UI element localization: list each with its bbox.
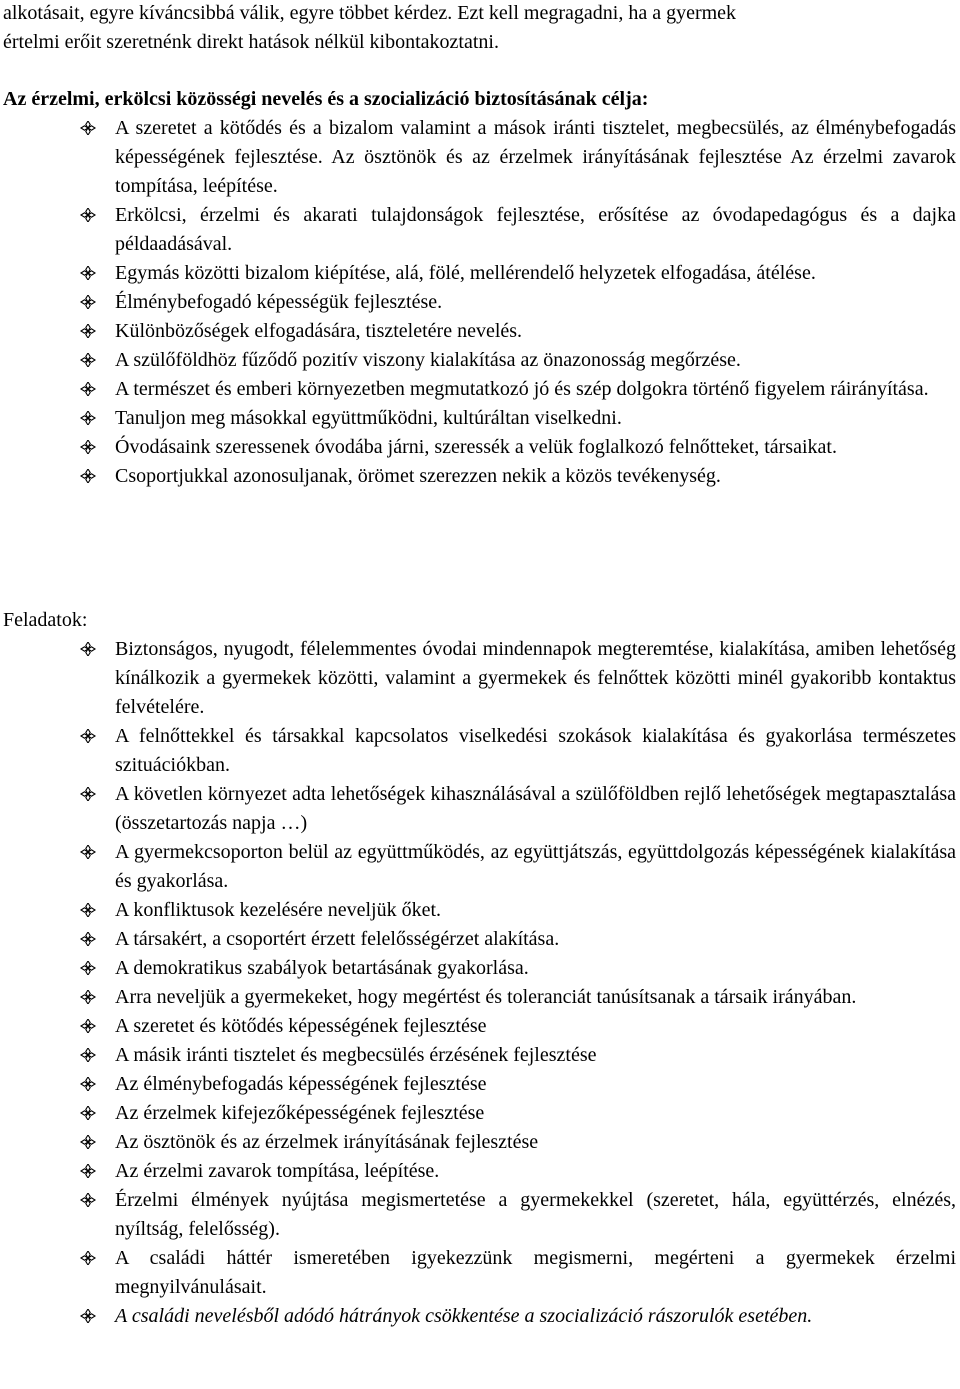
four-diamond-bullet-icon — [78, 1135, 98, 1149]
goal-item-text: Erkölcsi, érzelmi és akarati tulajdonságok fejlesztése, erősítése az óvodapedagógus és a dajka példaadásával. — [115, 204, 956, 255]
list-item — [0, 114, 960, 201]
list-item — [0, 433, 960, 462]
four-diamond-bullet-icon — [78, 1251, 98, 1265]
list-item — [0, 404, 960, 433]
four-diamond-bullet-icon — [78, 1019, 98, 1033]
task-item-text: A követlen környezet adta lehetőségek kihasználásával a szülőföldben rejlő lehetőségek megtapasztalása (összetartozás napja …) — [115, 783, 956, 834]
four-diamond-bullet-icon — [78, 1048, 98, 1062]
list-item — [0, 838, 960, 896]
task-item-text: A demokratikus szabályok betartásának gyakorlása. — [115, 957, 529, 979]
task-item-text: A társakért, a csoportért érzett felelősségérzet alakítása. — [115, 928, 560, 950]
four-diamond-bullet-icon — [78, 121, 98, 135]
four-diamond-bullet-icon — [78, 903, 98, 917]
task-item-text: Az érzelmi zavarok tompítása, leépítése. — [115, 1160, 440, 1182]
four-diamond-bullet-icon — [78, 411, 98, 425]
four-diamond-bullet-icon — [78, 642, 98, 656]
four-diamond-bullet-icon — [78, 353, 98, 367]
task-item-text: A szeretet és kötődés képességének fejlesztése — [115, 1015, 487, 1037]
task-item-text: A családi háttér ismeretében igyekezzünk megismerni, megérteni a gyermekek érzelmi megnyilvánulásait. — [115, 1247, 956, 1298]
goal-item-text: A szülőföldhöz fűződő pozitív viszony kialakítása az önazonosság megőrzése. — [115, 349, 741, 371]
four-diamond-bullet-icon — [78, 1106, 98, 1120]
four-diamond-bullet-icon — [78, 961, 98, 975]
four-diamond-bullet-icon — [78, 266, 98, 280]
intro-line-1: alkotásait, egyre kíváncsibbá válik, egyre többet kérdez. Ezt kell megragadni, ha a gyermek — [3, 2, 737, 24]
goal-item-text: Tanuljon meg másokkal együttműködni, kultúráltan viselkedni. — [115, 407, 622, 429]
task-item-text: Az élménybefogadás képességének fejlesztése — [115, 1073, 487, 1095]
task-item-text: A konfliktusok kezelésére neveljük őket. — [115, 899, 442, 921]
four-diamond-bullet-icon — [78, 787, 98, 801]
list-item — [0, 259, 960, 288]
four-diamond-bullet-icon — [78, 845, 98, 859]
four-diamond-bullet-icon — [78, 382, 98, 396]
four-diamond-bullet-icon — [78, 440, 98, 454]
list-item — [0, 1041, 960, 1070]
task-item-text: Az ösztönök és az érzelmek irányításának fejlesztése — [115, 1131, 539, 1153]
list-item — [0, 635, 960, 722]
task-item-text: A másik iránti tisztelet és megbecsülés érzésének fejlesztése — [115, 1044, 597, 1066]
task-item-text: Biztonságos, nyugodt, félelemmentes óvodai mindennapok megteremtése, kialakítása, amiben lehetőség kínálkozik a gyermekek közötti, valamint a gyermekek és felnőttek közötti minél gyakoribb kontaktus felvételére. — [115, 638, 956, 718]
goal-item-text: Óvodásaink szeressenek óvodába járni, szeressék a velük foglalkozó felnőtteket, társaikat. — [115, 436, 837, 458]
task-item-text: Arra neveljük a gyermekeket, hogy megértést és toleranciát tanúsítsanak a társaik irányában. — [115, 986, 857, 1008]
goal-item-text: Különbözőségek elfogadására, tiszteletére nevelés. — [115, 320, 523, 342]
list-item — [0, 1099, 960, 1128]
list-item — [0, 896, 960, 925]
list-item — [0, 1244, 960, 1302]
list-item — [0, 1012, 960, 1041]
four-diamond-bullet-icon — [78, 1309, 98, 1323]
goal-item-text: Csoportjukkal azonosuljanak, örömet szerezzen nekik a közös tevékenység. — [115, 465, 721, 487]
list-item — [0, 1302, 960, 1331]
goal-item-text: Egymás közötti bizalom kiépítése, alá, fölé, mellérendelő helyzetek elfogadása, átélése. — [115, 262, 816, 284]
four-diamond-bullet-icon — [78, 295, 98, 309]
list-item — [0, 1128, 960, 1157]
list-item — [0, 925, 960, 954]
list-item — [0, 462, 960, 491]
task-item-text: A családi nevelésből adódó hátrányok csökkentése a szocializáció rászorulók esetében. — [115, 1305, 813, 1327]
list-item — [0, 1070, 960, 1099]
intro-paragraph — [3, 0, 955, 57]
list-item — [0, 722, 960, 780]
four-diamond-bullet-icon — [78, 1164, 98, 1178]
four-diamond-bullet-icon — [78, 469, 98, 483]
list-item — [0, 983, 960, 1012]
tasks-heading: Feladatok: — [3, 609, 88, 631]
four-diamond-bullet-icon — [78, 324, 98, 338]
four-diamond-bullet-icon — [78, 932, 98, 946]
list-item — [0, 346, 960, 375]
list-item — [0, 1186, 960, 1244]
list-item — [0, 375, 960, 404]
goal-item-text: A természet és emberi környezetben megmutatkozó jó és szép dolgokra történő figyelem ráirányítása. — [115, 378, 929, 400]
list-item — [0, 954, 960, 983]
goal-item-text: A szeretet a kötődés és a bizalom valamint a mások iránti tisztelet, megbecsülés, az élménybefogadás képességének fejlesztése. Az ösztönök és az érzelmek irányításának fejlesztése Az érzelmi zavarok tompítása, leépítése. — [115, 117, 956, 197]
goal-item-text: Élménybefogadó képességük fejlesztése. — [115, 291, 443, 313]
list-item — [0, 1157, 960, 1186]
list-item — [0, 288, 960, 317]
task-item-text: A gyermekcsoporton belül az együttműködés, az együttjátszás, együttdolgozás képességének kialakítása és gyakorlása. — [115, 841, 956, 892]
list-item — [0, 780, 960, 838]
task-item-text: Érzelmi élmények nyújtása megismertetése a gyermekekkel (szeretet, hála, együttérzés, elnézés, nyíltság, felelősség). — [115, 1189, 956, 1240]
task-item-text: A felnőttekkel és társakkal kapcsolatos viselkedési szokások kialakítása és gyakorlása természetes szituációkban. — [115, 725, 956, 776]
task-item-text: Az érzelmek kifejezőképességének fejlesztése — [115, 1102, 485, 1124]
four-diamond-bullet-icon — [78, 1077, 98, 1091]
list-item — [0, 317, 960, 346]
goal-list — [0, 114, 960, 491]
four-diamond-bullet-icon — [78, 990, 98, 1004]
four-diamond-bullet-icon — [78, 1193, 98, 1207]
intro-line-2: értelmi erőit szeretnénk direkt hatások nélkül kibontakoztatni. — [3, 31, 499, 53]
four-diamond-bullet-icon — [78, 729, 98, 743]
list-item — [0, 201, 960, 259]
tasks-list — [0, 635, 960, 1331]
goal-heading: Az érzelmi, erkölcsi közösségi nevelés és a szocializáció biztosításának célja: — [3, 88, 649, 110]
four-diamond-bullet-icon — [78, 208, 98, 222]
